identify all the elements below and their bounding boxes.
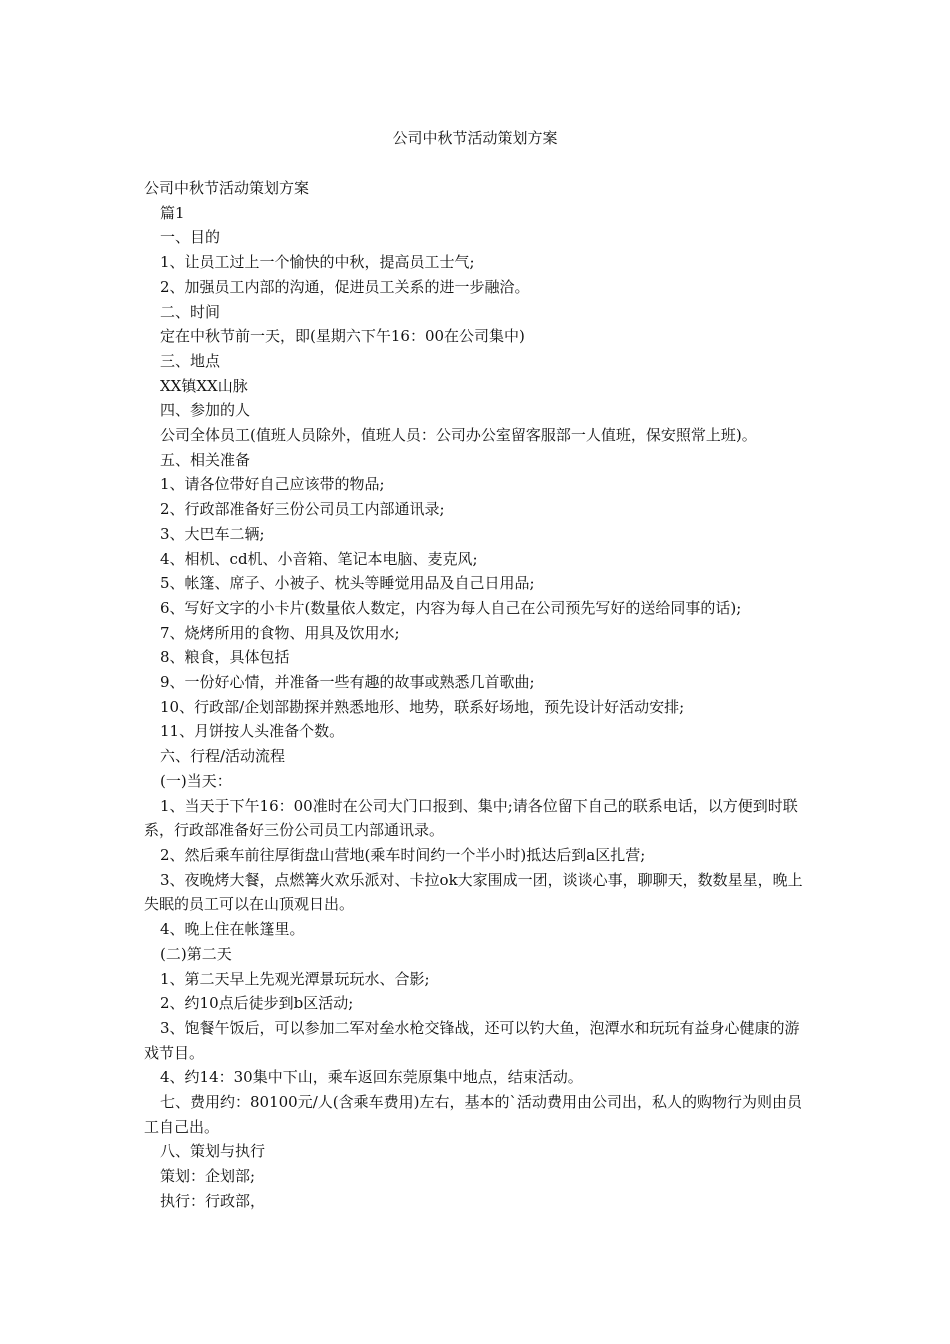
paragraph: 2、然后乘车前往厚街盘山营地(乘车时间约一个半小时)抵达后到a区扎营;	[160, 845, 646, 864]
paragraph: 4、约14：30集中下山，乘车返回东莞原集中地点，结束活动。	[160, 1068, 583, 1087]
paragraph: 六、行程/活动流程	[160, 747, 286, 766]
paragraph: 10、行政部/企划部勘探并熟悉地形、地势，联系好场地，预先设计好活动安排;	[160, 697, 685, 716]
paragraph: 5、帐篷、席子、小被子、枕头等睡觉用品及自己日用品;	[160, 574, 535, 593]
paragraph: 1、当天于下午16：00准时在公司大门口报到、集中;请各位留下自己的联系电话，以方便到时联系，行政部准备好三份公司员工内部通讯录。	[144, 796, 798, 840]
paragraph: 1、让员工过上一个愉快的中秋，提高员工士气;	[160, 253, 475, 272]
paragraph: 二、时间	[160, 302, 221, 321]
paragraph: 11、月饼按人头准备个数。	[160, 722, 345, 741]
paragraph: 公司中秋节活动策划方案	[144, 179, 310, 197]
paragraph: 执行：行政部，	[160, 1191, 266, 1210]
paragraph: 3、大巴车二辆;	[160, 524, 265, 543]
paragraph: 一、目的	[160, 228, 221, 247]
paragraph: 2、约10点后徒步到b区活动;	[160, 994, 354, 1013]
paragraph: 8、粮食，具体包括	[160, 648, 290, 667]
document-body	[144, 176, 808, 1214]
paragraph: 篇1	[160, 203, 185, 222]
paragraph: 7、烧烤所用的食物、用具及饮用水;	[160, 623, 400, 642]
paragraph: 4、相机、cd机、小音箱、笔记本电脑、麦克风;	[160, 549, 478, 568]
paragraph: 定在中秋节前一天，即(星期六下午16：00在公司集中)	[160, 327, 525, 346]
paragraph: 6、写好文字的小卡片(数量依人数定，内容为每人自己在公司预先写好的送给同事的话);	[160, 598, 742, 617]
paragraph: 9、一份好心情，并准备一些有趣的故事或熟悉几首歌曲;	[160, 673, 535, 692]
paragraph: (一)当天：	[160, 771, 232, 790]
paragraph: 3、夜晚烤大餐，点燃篝火欢乐派对、卡拉ok大家围成一团，谈谈心事，聊聊天，数数星星，晚上失眠的员工可以在山顶观日出。	[144, 870, 803, 914]
paragraph: 公司全体员工(值班人员除外，值班人员：公司办公室留客服部一人值班，保安照常上班)。	[160, 426, 757, 445]
paragraph: XX镇XX山脉	[160, 376, 248, 395]
paragraph: 三、地点	[160, 351, 221, 370]
paragraph: 4、晚上住在帐篷里。	[160, 920, 305, 939]
document-title: 公司中秋节活动策划方案	[392, 129, 558, 147]
paragraph: (二)第二天	[160, 944, 232, 963]
paragraph: 策划：企划部;	[160, 1167, 256, 1186]
paragraph: 2、加强员工内部的沟通，促进员工关系的进一步融洽。	[160, 277, 530, 296]
paragraph: 3、饱餐午饭后，可以参加二军对垒水枪交锋战，还可以钓大鱼，泡潭水和玩玩有益身心健康的游戏节目。	[144, 1018, 800, 1062]
paragraph: 五、相关准备	[160, 450, 251, 469]
paragraph: 八、策划与执行	[160, 1142, 266, 1161]
paragraph: 七、费用约：80100元/人(含乘车费用)左右，基本的`活动费用由公司出，私人的购物行为则由员工自己出。	[144, 1093, 802, 1136]
paragraph: 1、第二天早上先观光潭景玩玩水、合影;	[160, 969, 430, 988]
paragraph: 1、请各位带好自己应该带的物品;	[160, 475, 385, 494]
paragraph: 四、参加的人	[160, 401, 251, 420]
paragraph: 2、行政部准备好三份公司员工内部通讯录;	[160, 500, 445, 519]
